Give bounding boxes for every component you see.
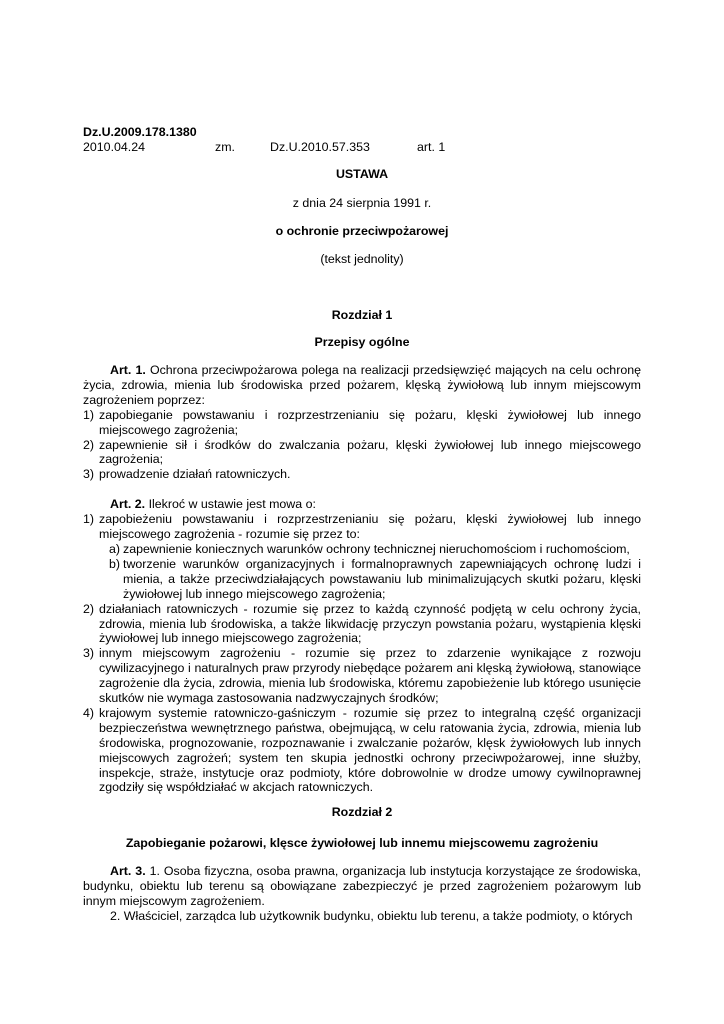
chapter-1-label: Rozdział 1: [331, 308, 393, 322]
amendment-marker: zm.: [215, 139, 235, 154]
amendment-article: art. 1: [417, 139, 446, 154]
art-1-label: Art. 1.: [110, 363, 146, 377]
art-2-label: Art. 2.: [110, 497, 146, 512]
document-body: [83, 363, 641, 924]
sub-list-item: b) tworzenie warunków organizacyjnych i formalnoprawnych zapewniających ochronę ludzi i mienia, a także przeciwdziałających powstawaniu lub minimalizujących skutki pożaru, klęski żywiołowej lub innego miejscowego zagrożenia;: [109, 556, 641, 601]
chapter-1-title: Przepisy ogólne: [314, 335, 410, 349]
spacer: [83, 851, 641, 864]
act-note: (tekst jednolity): [320, 252, 404, 266]
list-item: 2) działaniach ratowniczych - rozumie się przez to każdą czynność podjętą w celu ochrony życia, zdrowia, mienia lub środowiska, a także likwidację przyczyn powstania pożaru, wystąpienia klęski żywiołowej lub innego miejscowego zagrożenia;: [83, 601, 641, 646]
journal-reference: Dz.U.2009.178.1380: [83, 125, 197, 139]
art-2-intro: [83, 497, 641, 512]
list-item: 3) prowadzenie działań ratowniczych.: [83, 467, 291, 482]
amendment-row: [83, 140, 643, 155]
chapter-2-title: Zapobieganie pożarowi, klęsce żywiołowej lub innemu miejscowemu zagrożeniu: [125, 836, 599, 851]
art-3-paragraph-1: [83, 864, 641, 909]
act-subject: o ochronie przeciwpożarowej: [275, 224, 449, 238]
spacer: [83, 820, 641, 836]
act-type: USTAWA: [335, 167, 389, 181]
art-1-intro-text: Ochrona przeciwpożarowa polega na realizacji przedsięwzięć mających na celu ochronę życia, zdrowia, mienia lub środowiska przed pożarem, klęską żywiołową lub innym miejscowym zagrożeniem poprzez:: [83, 363, 641, 407]
spacer: [83, 482, 641, 497]
document-header: [83, 125, 643, 155]
art-1-intro: [83, 363, 641, 408]
act-date: z dnia 24 sierpnia 1991 r.: [292, 196, 432, 210]
art-3-label: Art. 3.: [110, 864, 146, 879]
chapter-2-label: Rozdział 2: [331, 805, 393, 820]
list-item: 3) innym miejscowym zagrożeniu - rozumie się przez to zdarzenie wynikające z rozwoju cywilizacyjnego i naturalnych praw przyrody niebędące pożarem ani klęską żywiołową, stanowiące zagrożenie dla życia, zdrowia, mienia lub środowiska, któremu zapobieżenie lub którego usunięcie skutków nie wymaga zastosowania nadzwyczajnych środków;: [83, 646, 641, 706]
art-2-intro-text: Ilekroć w ustawie jest mowa o:: [145, 497, 316, 512]
amendment-reference: Dz.U.2010.57.353: [270, 139, 370, 154]
art-3-paragraph-2: 2. Właściciel, zarządca lub użytkownik budynku, obiektu lub terenu, a także podmioty, o których: [110, 908, 633, 923]
list-item: 1) zapobieganie powstawaniu i rozprzestrzenianiu się pożaru, klęski żywiołowej lub innego miejscowego zagrożenia;: [83, 407, 641, 437]
list-item: 1) zapobieżeniu powstawaniu i rozprzestrzenianiu się pożaru, klęski żywiołowej lub innego miejscowego zagrożenia - rozumie się przez to:: [83, 512, 641, 542]
art-3-p1-text: 1. Osoba fizyczna, osoba prawna, organizacja lub instytucja korzystające ze środowiska, budynku, obiektu lub terenu są obowiązane zabezpieczyć je przed zagrożeniem pożarowym lub innym miejscowym zagrożeniem.: [83, 864, 641, 908]
spacer: [83, 795, 641, 805]
sub-list-item: a) zapewnienie koniecznych warunków ochrony technicznej nieruchomościom i ruchomościom,: [109, 541, 630, 556]
amendment-date: 2010.04.24: [83, 139, 146, 154]
list-item: 2) zapewnienie sił i środków do zwalczania pożaru, klęski żywiołowej lub innego miejscowego zagrożenia;: [83, 437, 641, 467]
list-item: 4) krajowym systemie ratowniczo-gaśniczym - rozumie się przez to integralną część organizacji bezpieczeństwa wewnętrznego państwa, obejmującą, w celu ratowania życia, zdrowia, mienia lub środowiska, prognozowanie, rozpoznawanie i zwalczanie pożarów, klęsk żywiołowych lub innych miejscowych zagrożeń; system ten skupia jednostki ochrony przeciwpożarowej, inne służby, inspekcje, straże, instytucje oraz podmioty, które dobrowolnie w drodze umowy cywilnoprawnej zgodziły się współdziałać w akcjach ratowniczych.: [83, 705, 641, 795]
